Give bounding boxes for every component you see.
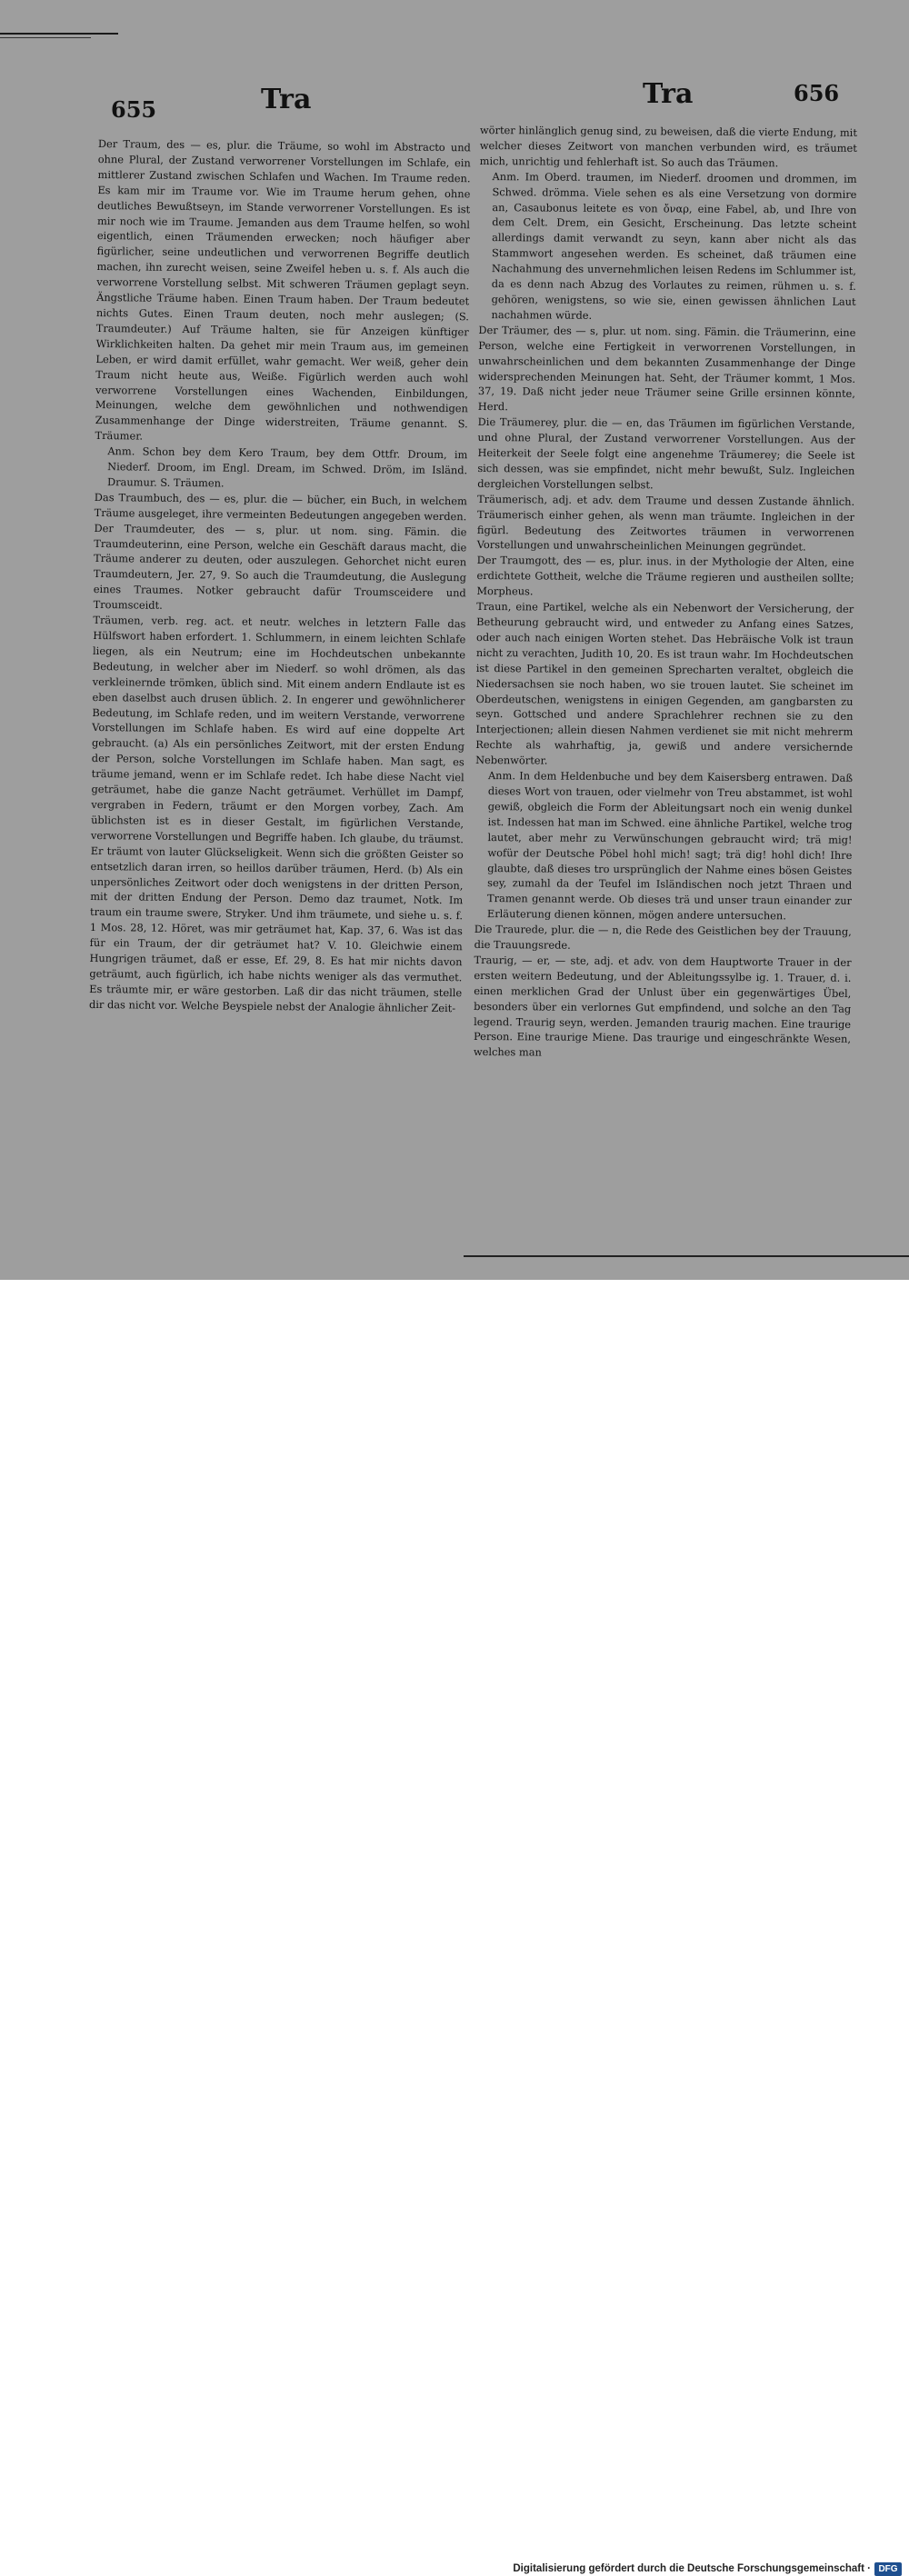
- dfg-logo: DFG: [874, 2562, 902, 2576]
- entry-traumgott: Der Traumgott, des — es, plur. inus. in der Mythologie der Alten, eine erdichtete Gottheit, welche die Träume regieren und austheilen sollte; Morpheus.: [476, 554, 854, 598]
- note-traun: Anm. In dem Heldenbuche und bey dem Kaisersberg entrawen. Daß dieses Wort von trauen, oder vielmehr von Treu abstammet, ist wohl gewiß, obgleich die Form der Ableitungsart noch ein wenig dunkel ist. Indessen hat man im Schwed. eine ähnliche Partikel, welche trog lautet, aber mehr zu Verwünschungen gebraucht wird; trä mig! wofür der Deutsche Pöbel hohl mich! sagt; trä dig! hohl dich! Ihre glaubte, daß dieses tro ursprünglich der Nahme eines bösen Geistes sey, zumahl da der Teufel im Isländischen noch jetzt Thraen und Tramen genannt werde. Ob dieses trä und unser traun einander zur Erläuterung dienen können, mögen andere untersuchen.: [486, 769, 854, 923]
- top-rule: [0, 33, 118, 35]
- note-traum: Anm. Schon bey dem Kero Traum, bey dem Ottfr. Droum, im Niederf. Droom, im Engl. Dream, im Schwed. Dröm, im Isländ. Draumur. S. Träumen.: [106, 444, 468, 490]
- right-page-number: 656: [794, 80, 840, 106]
- right-column: [474, 123, 857, 1063]
- entry-traeumerey: Die Träumerey, plur. die — en, das Träumen im figürlichen Verstande, und ohne Plural, der Zustand verworrener Vorstellungen. Aus der Heiterkeit der Seele folgt eine angenehme Träumerey; die Seele ist sich dessen, was sie empfindet, nicht mehr bewußt, Sulz. Ingleichen dergleichen Vorstellungen selbst.: [477, 415, 855, 492]
- entry-traumbuch: Das Traumbuch, des — es, plur. die — bücher, ein Buch, in welchem Träume ausgeleget, ihre vermeinten Bedeutungen angegeben werden.: [94, 490, 467, 524]
- note-traeumen: Anm. Im Oberd. traumen, im Niederf. droomen und drommen, im Schwed. drömma. Viele sehen es als eine Versetzung von dormire an, Casaubonus leitete es von ὄναρ, eine Fabel, ab, und Ihre von dem Celt. Drem, ein Gesicht, Erscheinung. Das letzte scheint allerdings damit verwandt zu seyn, kann aber nicht als das Stammwort angesehen werden. Es scheinet, daß träumen eine Nachahmung des unvernehmlichen leisen Redens im Schlummer ist, da es denn nach Abzug des Vorlautes zu reimen, rühmen u. s. f. gehören, wenigstens, so wie sie, einen gewissen ähnlichen Laut nachahmen würde.: [491, 169, 857, 322]
- entry-traeumerisch: Träumerisch, adj. et adv. dem Traume und dessen Zustande ähnlich. Träumerisch einher gehen, als wenn man träumte. Ingleichen in der figürl. Bedeutung des Zeitwortes träumen in verworrenen Vorstellungen und unwahrscheinlichen Meinungen gegründet.: [476, 492, 855, 554]
- entry-traeumer: Der Träumer, des — s, plur. ut nom. sing. Fämin. die Träumerinn, eine Person, welche eine Fertigkeit in verworrenen Vorstellungen, in unwahrscheinlichen und dem bekannten Zusammenhange der Dinge widersprechenden Meinungen hat. Seht, der Träumer kommt, 1 Mos. 37, 19. Daß nicht jeder neue Träumer seine Grille ersinnen könnte, Herd.: [477, 323, 856, 414]
- entry-traum: Der Traum, des — es, plur. die Träume, so wohl im Abstracto und ohne Plural, der Zustand verworrener Vorstellungen im Schlafe, ein mittlerer Zustand zwischen Schlafen und Wachen. Im Traume reden. Es kam mir im Traume vor. Wie im Traume herum gehen, ohne deutliches Bewußtseyn, im Stande verworrener Vorstellungen. Es ist mir noch wie im Traume. Jemanden aus dem Traume helfen, so wohl eigentlich, einen Träumenden erwecken; noch häufiger aber figürlicher, seine undeutlichen und verworrenen Begriffe deutlich machen, ihn zurecht weisen, seine Zweifel heben u. s. f. Als auch die verworrene Vorstellung selbst. Mit schweren Träumen geplagt seyn. Ängstliche Träume haben. Einen Traum haben. Der Traum bedeutet nichts Gutes. Einen Traum deuten, noch mehr auslegen; (S. Traumdeuter.) Auf Träume halten, sie für Anzeigen künftiger Wirklichkeiten halten. Da gehet mir mein Traum aus, im gemeinen Leben, er wird damit erfüllet, wahr gemacht. Wer weiß, geher dein Traum nicht heute aus, Weiße. Figürlich werden auch wohl verworrene Vorstellungen eines Wachenden, Einbildungen, Meinungen, welche dem gewöhnlichen und nothwendigen Zusammenhange der Dinge widerstreiten, Träume genannt. S. Träumer.: [95, 136, 471, 443]
- left-running-head: Tra: [261, 84, 312, 115]
- left-column: [89, 136, 471, 1016]
- funding-credit: Digitalisierung gefördert durch die Deutsche Forschungsgemeinschaft ·: [513, 2563, 871, 2574]
- entry-traurede: Die Traurede, plur. die — n, die Rede des Geistlichen bey der Trauung, die Trauungsrede.: [474, 923, 852, 952]
- entry-traumdeuter: Der Traumdeuter, des — s, plur. ut nom. sing. Fämin. die Traumdeuterinn, eine Person, welche ein Geschäft daraus macht, die Träume anderer zu deuten, oder auszulegen. Gehorchet nicht euren Traumdeutern, Jer. 27, 9. So auch die Traumdeutung, die Auslegung eines Traumes. Notker gebraucht dafür Troumsceidere und Troumsceidt.: [93, 521, 467, 612]
- entry-traeumen-cont: wörter hinlänglich genug sind, zu beweisen, daß die vierte Endung, mit welcher dieses Zeitwort von manchen verbunden wird, es träumet mich, unrichtig und fehlerhaft ist. So auch das Träumen.: [479, 123, 857, 170]
- scanned-page: [0, 0, 909, 1280]
- entry-traeumen: Träumen, verb. reg. act. et neutr. welches in letztern Falle das Hülfswort haben erfordert. 1. Schlummern, in einem leichten Schlafe liegen, als ein Neutrum; eine im Hochdeutschen unbekannte Bedeutung, in welcher aber im Niederf. so wohl drömen, als das verkleinernde trömken, üblich sind. Mit einem andern Endlaute ist es eben daselbst auch drusen üblich. 2. In engerer und gewöhnlicherer Bedeutung, im Schlafe reden, und im weitern Verstande, verworrene Vorstellungen im Schlafe haben. Es wird auf eine doppelte Art gebraucht. (a) Als ein persönliches Zeitwort, mit der ersten Endung der Person, solche Vorstellungen im Schlafe haben. Man sagt, es träume jemand, wenn er im Schlafe redet. Ich habe diese Nacht viel geträumet, habe die ganze Nacht geträumet. Verhüllet im Dampf, vergraben in Federn, träumt er den Morgen vorbey, Zach. Am üblichsten ist es in dieser Gestalt, im figürlichen Verstande, verworrene Vorstellungen und Begriffe haben. Ich glaube, du träumst. Er träumt von lauter Glückseligkeit. Wenn sich die größten Geister so entsetzlich daran irren, so heillos darüber träumen, Herd. (b) Als ein unpersönliches Zeitwort oder doch wenigstens in der dritten Person, mit der dritten Endung der Person. Demo daz traumet, Notk. Im traum ein traume swere, Stryker. Und ihm träumete, und siehe u. s. f. 1 Mos. 28, 12. Höret, was mir geträumet hat, Kap. 37, 6. Was ist das für ein Traum, der dir geträumet hat? V. 10. Gleichwie einem Hungrigen träumet, daß er esse, Ef. 29, 8. Es hat mir nichts davon geträumt, auch figürlich, ich habe nichts weniger als das vermuthet. Es träumte mir, er wäre gestorben. Laß dir das nicht träumen, stelle dir das nicht vor. Welche Beyspiele nebst der Analogie ähnlicher Zeit-: [88, 614, 466, 1014]
- top-rule-secondary: [0, 37, 91, 38]
- bottom-rule: [464, 1255, 909, 1257]
- footer-bar: [0, 1280, 909, 2574]
- left-page-number: 655: [111, 96, 157, 123]
- entry-traurig: Traurig, — er, — ste, adj. et adv. von dem Hauptworte Trauer in der ersten weitern Bedeutung, und der Ableitungssylbe ig. 1. Trauer, d. i. einen merklichen Grad der Unlust über ein gegenwärtiges Übel, besonders über ein verlornes Gut empfindend, und solche an den Tag legend. Traurig seyn, werden. Jemanden traurig machen. Eine traurige Person. Eine traurige Miene. Das traurige und eingeschränkte Wesen, welches man: [473, 953, 852, 1059]
- right-running-head: Tra: [643, 78, 694, 110]
- entry-traun: Traun, eine Partikel, welche als ein Nebenwort der Versicherung, der Betheurung gebraucht wird, und entweder zu Anfang eines Satzes, oder auch nach einigen Worten stehet. Das Hebräische Volk ist traun nicht zu verachten, Judith 10, 20. Es ist traun wahr. Im Hochdeutschen ist diese Partikel in den gemeinen Sprecharten veraltet, obgleich die Niedersachsen sie noch haben, wo sie trouen lautet. Sie scheinet im Oberdeutschen, wenigstens in einigen Gegenden, am gangbarsten zu seyn. Gottsched und andere Sprachlehrer rechnen sie zu den Interjectionen; allein diesen Nahmen verdienet sie mit nicht mehrerm Rechte als wahrhaftig, ja, gewiß und andere versichernde Nebenwörter.: [475, 600, 854, 767]
